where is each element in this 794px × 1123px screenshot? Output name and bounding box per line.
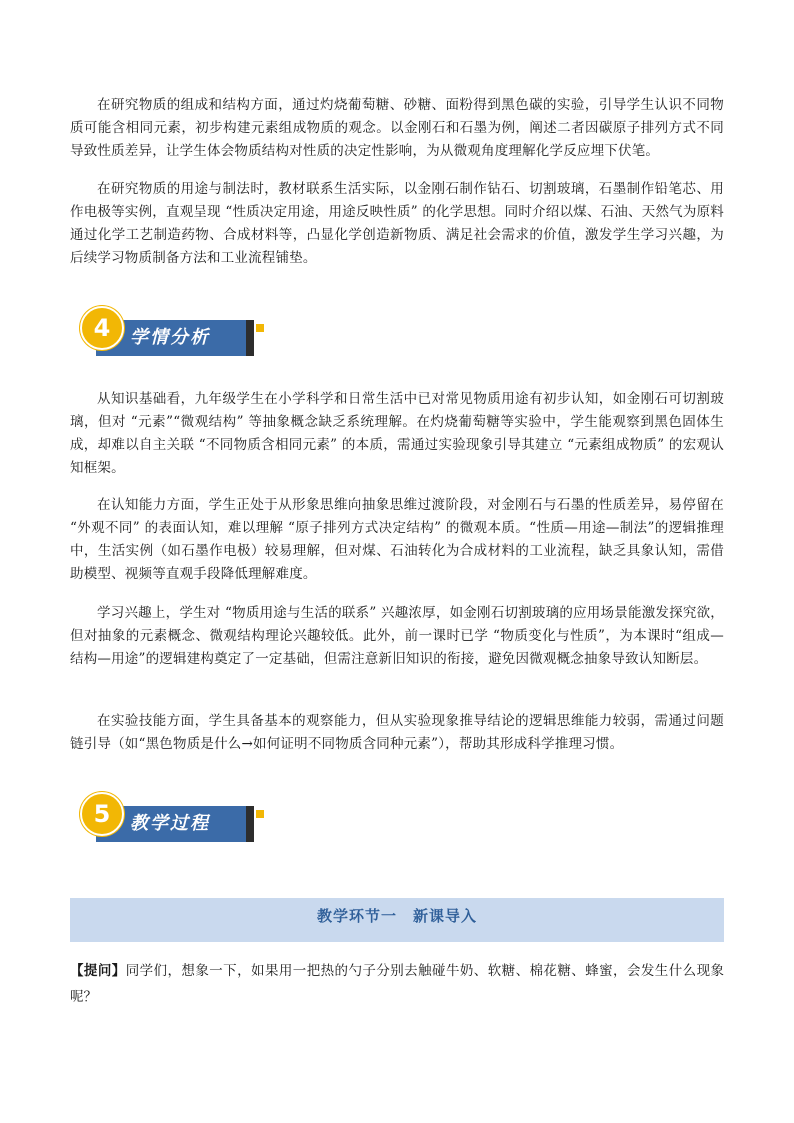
section-number-badge: 4 (80, 306, 124, 350)
paragraph-experiment-skills: 在实验技能方面，学生具备基本的观察能力，但从实验现象推导结论的逻辑思维能力较弱，需通过问题链引导（如“黑色物质是什么→如何证明不同物质含同种元素”），帮助其形成科学推理习惯。 (70, 713, 724, 752)
question-paragraph (70, 958, 724, 1010)
decorative-square-icon (256, 810, 264, 818)
section-title: 学情分析 (130, 327, 210, 348)
paragraph-cognitive-ability: 在认知能力方面，学生正处于从形象思维向抽象思维过渡阶段，对金刚石与石墨的性质差异，易停留在 “外观不同” 的表面认知，难以理解 “原子排列方式决定结构” 的微观本质。“性质—用途—制法”的逻辑推理中，生活实例（如石墨作电极）较易理解，但对煤、石油转化为合成材料的工业流程，缺乏具象认知，需借助模型、视频等直观手段降低理解难度。 (70, 497, 724, 582)
paragraph-knowledge-base: 从知识基础看，九年级学生在小学科学和日常生活中已对常见物质用途有初步认知，如金刚石可切割玻璃，但对 “元素”“微观结构” 等抽象概念缺乏系统理解。在灼烧葡萄糖等实验中，学生能观察到黑色固体生成，却难以自主关联 “不同物质含相同元素” 的本质，需通过实验现象引导其建立 “元素组成物质” 的宏观认知框架。 (70, 391, 724, 476)
teaching-step-heading: 教学环节一 新课导入 (70, 898, 724, 942)
section-heading-4 (80, 306, 270, 358)
section-number-badge: 5 (80, 792, 124, 836)
question-text: 同学们，想象一下，如果用一把热的勺子分别去触碰牛奶、软糖、棉花糖、蜂蜜，会发生什么现象呢？ (70, 963, 725, 1005)
section-heading-5 (80, 792, 270, 844)
paragraph-learning-interest: 学习兴趣上，学生对 “物质用途与生活的联系” 兴趣浓厚，如金刚石切割玻璃的应用场景能激发探究欲，但对抽象的元素概念、微观结构理论兴趣较低。此外，前一课时已学 “物质变化与性质”，为本课时“组成—结构—用途”的逻辑建构奠定了一定基础，但需注意新旧知识的衔接，避免因微观概念抽象导致认知断层。 (70, 605, 724, 667)
paragraph-uses-preparation: 在研究物质的用途与制法时，教材联系生活实际，以金刚石制作钻石、切割玻璃，石墨制作铅笔芯、用作电极等实例，直观呈现 “性质决定用途，用途反映性质” 的化学思想。同时介绍以煤、石油、天然气为原料通过化学工艺制造药物、合成材料等，凸显化学创造新物质、满足社会需求的价值，激发学生学习兴趣，为后续学习物质制备方法和工业流程铺垫。 (70, 181, 724, 266)
section-title-shadow (246, 320, 254, 356)
question-tag: 【提问】 (70, 963, 126, 979)
decorative-square-icon (256, 324, 264, 332)
paragraph-composition-structure: 在研究物质的组成和结构方面，通过灼烧葡萄糖、砂糖、面粉得到黑色碳的实验，引导学生认识不同物质可能含相同元素，初步构建元素组成物质的观念。以金刚石和石墨为例，阐述二者因碳原子排列方式不同导致性质差异，让学生体会物质结构对性质的决定性影响，为从微观角度理解化学反应埋下伏笔。 (70, 97, 724, 159)
section-title: 教学过程 (130, 813, 210, 834)
section-title-shadow (246, 806, 254, 842)
